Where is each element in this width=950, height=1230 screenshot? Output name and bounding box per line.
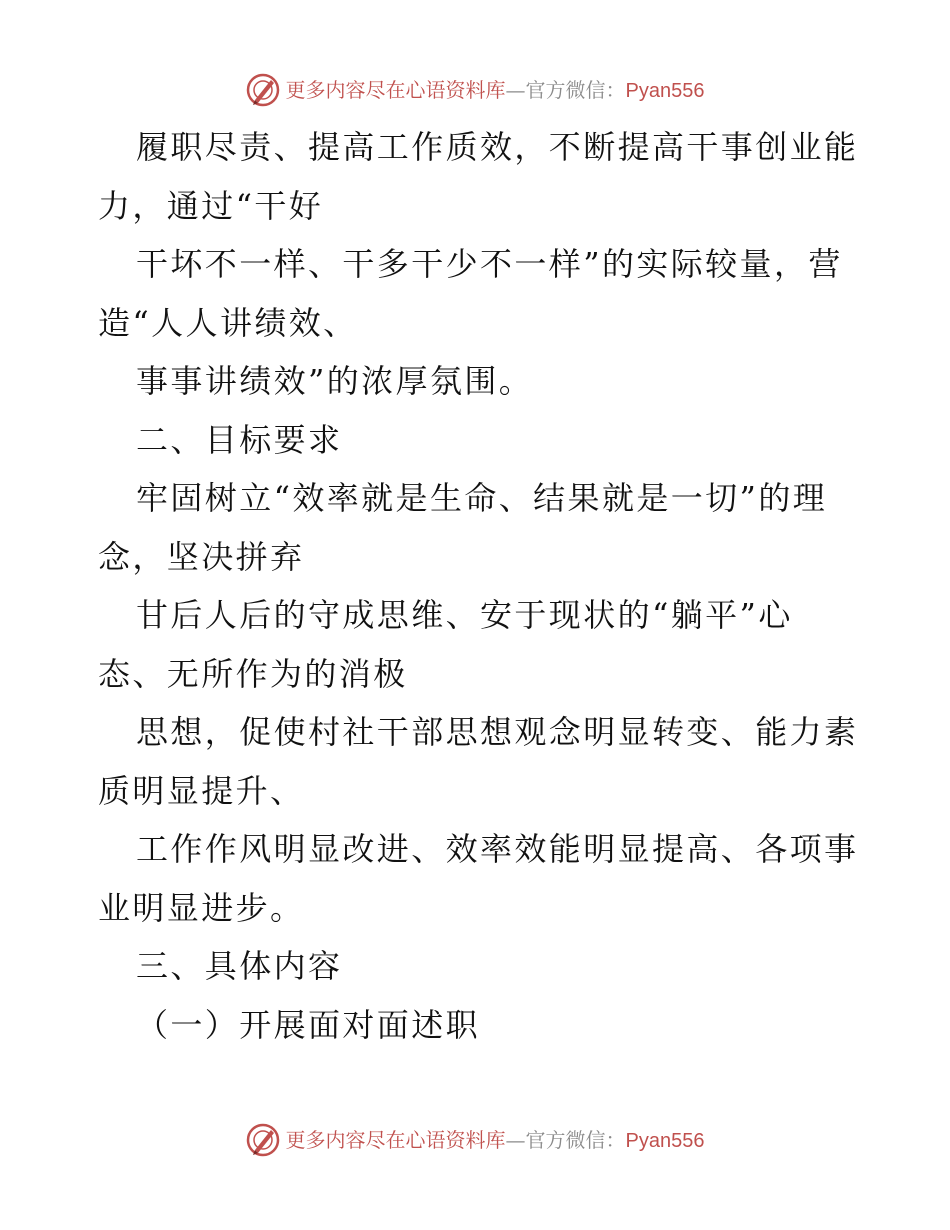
footer-dash: — bbox=[505, 1127, 526, 1152]
text-line: 三、具体内容 bbox=[136, 947, 343, 985]
header-promo-text: 更多内容尽在心语资料库 bbox=[285, 77, 506, 102]
pen-logo-icon bbox=[246, 1123, 280, 1157]
text-line: 思想，促使村社干部思想观念明显转变、能力素 bbox=[136, 713, 859, 751]
pen-logo-icon bbox=[246, 73, 280, 107]
footer-wechat-label: 官方微信： bbox=[525, 1127, 626, 1152]
header-banner bbox=[0, 70, 950, 110]
text-line: 甘后人后的守成思维、安于现状的“躺平”心 bbox=[136, 596, 793, 634]
footer-banner bbox=[0, 1120, 950, 1160]
text-line: （一）开展面对面述职 bbox=[136, 1005, 481, 1044]
text-line: 力，通过“干好 bbox=[98, 186, 324, 225]
text-line: 质明显提升、 bbox=[98, 771, 305, 810]
text-line: 工作作风明显改进、效率效能明显提高、各项事 bbox=[136, 830, 859, 868]
text-line: 二、目标要求 bbox=[136, 420, 343, 459]
footer-banner-text bbox=[285, 1127, 705, 1152]
text-line: 业明显进步。 bbox=[98, 888, 305, 927]
header-wechat-id: Pyan556 bbox=[625, 79, 705, 102]
header-banner-text bbox=[285, 77, 705, 102]
text-line: 事事讲绩效”的浓厚氛围。 bbox=[136, 362, 534, 400]
text-line: 态、无所作为的消极 bbox=[98, 654, 408, 693]
text-line: 牢固树立“效率就是生命、结果就是一切”的理 bbox=[136, 479, 828, 517]
footer-promo-text: 更多内容尽在心语资料库 bbox=[285, 1127, 506, 1152]
text-line: 造“人人讲绩效、 bbox=[98, 303, 358, 342]
text-line: 履职尽责、提高工作质效，不断提高干事创业能 bbox=[136, 128, 859, 166]
footer-wechat-id: Pyan556 bbox=[625, 1129, 705, 1152]
header-dash: — bbox=[505, 77, 526, 102]
header-wechat-label: 官方微信： bbox=[525, 77, 626, 102]
text-line: 念，坚决拼弃 bbox=[98, 537, 305, 576]
document-body bbox=[98, 118, 858, 1054]
text-line: 干坏不一样、干多干少不一样”的实际较量，营 bbox=[136, 245, 843, 283]
